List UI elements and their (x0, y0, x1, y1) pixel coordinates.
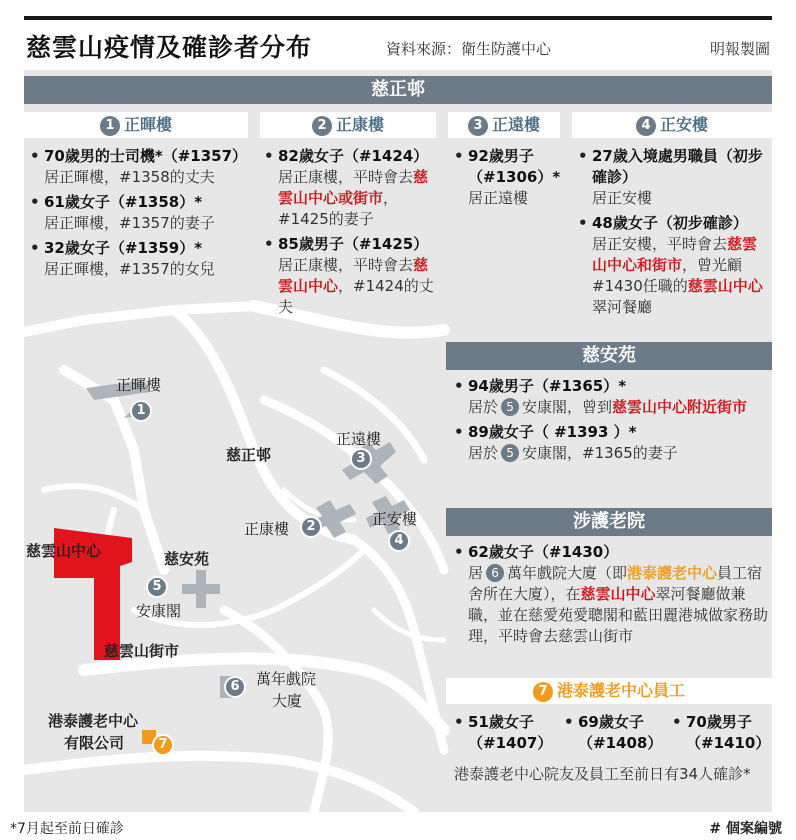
case-who: • 48歲女子（初步確診） (592, 214, 748, 232)
map-label-mannin-b: 大廈 (272, 692, 303, 710)
case-item (576, 146, 770, 209)
case-item (562, 712, 670, 754)
infographic-panel (24, 70, 772, 812)
cases-chionon (452, 376, 770, 468)
map-label-chingfai: 正暉樓 (116, 376, 162, 394)
case-item (28, 146, 250, 188)
case-desc: 居正康樓，平時會去慈雲山中心或街市，#1425的妻子 (278, 168, 429, 228)
map-label-chingon: 正安樓 (372, 510, 418, 528)
case-item (452, 542, 770, 647)
subhead-chingyuen (448, 112, 560, 138)
subhead-chingfai (24, 112, 248, 138)
case-who: • 85歲男子（#1425） (278, 235, 429, 253)
case-item (452, 146, 564, 209)
case-who: • 27歲入境處男職員（初步確診） (592, 147, 763, 186)
map-label-kongtai-a: 港泰護老中心 (48, 712, 139, 730)
case-item (262, 146, 440, 230)
subhead-label: 正暉樓 (123, 115, 172, 134)
case-who: • 92歲男子（#1306）* (468, 147, 561, 186)
map-marker-5: 5 (146, 576, 168, 598)
section-bar-chionon: 慈安苑 (446, 342, 772, 370)
case-who: • 94歲男子（#1365）* (468, 377, 627, 395)
cases-chingyuen (452, 146, 564, 213)
num-badge-1: 1 (100, 116, 120, 136)
map-marker-4: 4 (388, 530, 410, 552)
case-who: • 51歲女子 (468, 713, 534, 731)
num-badge-2: 2 (312, 116, 332, 136)
num-badge-3: 3 (468, 116, 488, 136)
graphic-credit: 明報製圖 (709, 40, 770, 58)
map-label-chingjing: 慈正邨 (226, 446, 272, 464)
case-elderly (452, 542, 770, 651)
case-desc: 居正遠樓 (468, 189, 529, 207)
case-desc: 居正康樓，平時會去慈雲山中心，#1424的丈夫 (278, 256, 434, 316)
map-marker-2: 2 (300, 516, 322, 538)
case-who: • 69歲女子 (578, 713, 644, 731)
num-badge-7: 7 (533, 682, 553, 702)
inline-marker-5: 5 (501, 398, 519, 416)
case-who: • 82歲女子（#1424） (278, 147, 429, 165)
case-item (452, 712, 562, 754)
staff-case-2 (562, 712, 670, 758)
case-who: • 89歲女子（ #1393 ）* (468, 423, 637, 441)
case-item (28, 238, 250, 280)
map-marker-7: 7 (152, 734, 174, 756)
case-item (670, 712, 772, 754)
map-marker-3: 3 (350, 448, 372, 470)
map-label-centre: 慈雲山中心 (26, 542, 102, 560)
case-desc: 居於 5 安康閣，#1365的妻子 (468, 444, 678, 462)
subhead-chinghong (260, 112, 436, 138)
case-desc: 居 6 萬年戲院大廈（即港泰護老中心員工宿舍所在大廈），在慈雲山中心翠河餐廳做兼職，並在慈愛苑愛聰閣和藍田麗港城做家務助理，平時會去慈雲山街市 (468, 564, 769, 645)
section-bar-elderly: 涉護老院 (446, 508, 772, 536)
map-label-chinghong: 正康樓 (244, 520, 290, 538)
top-rule (24, 16, 772, 20)
case-item (28, 192, 250, 234)
case-desc: 居正安樓 (592, 189, 653, 207)
case-item (452, 376, 770, 418)
case-desc: 居正暉樓，#1358的丈夫 (44, 168, 215, 186)
case-item (262, 234, 440, 318)
subhead-label: 港泰護老中心員工 (556, 681, 685, 700)
map-label-kongtai-b: 有限公司 (64, 734, 125, 752)
kongtai-note: 港泰護老中心院友及員工至前日有34人確診* (454, 765, 751, 783)
case-id: （#1408） (578, 734, 663, 752)
case-item (576, 213, 770, 318)
footnote: *7月起至前日確診 (10, 821, 124, 837)
case-who: • 70歲男的士司機*（#1357） (44, 147, 248, 165)
subhead-label: 正遠樓 (491, 115, 540, 134)
subhead-label: 正康樓 (335, 115, 384, 134)
map-marker-1: 1 (130, 400, 152, 422)
staff-case-3 (670, 712, 772, 758)
map-label-mannin-a: 萬年戲院 (256, 670, 317, 688)
case-id: （#1410） (686, 734, 771, 752)
subhead-label: 正安樓 (659, 115, 708, 134)
cases-chinghong (262, 146, 440, 322)
cases-chingon (576, 146, 770, 322)
case-who: • 32歲女子（#1359）* (44, 239, 203, 257)
map-label-chingyuen: 正遠樓 (336, 430, 382, 448)
subhead-chingon (572, 112, 772, 138)
inline-marker-6: 6 (486, 564, 504, 582)
case-who: • 70歲男子 (686, 713, 752, 731)
case-id: （#1407） (468, 734, 553, 752)
case-desc: 居正暉樓，#1357的妻子 (44, 214, 215, 232)
case-item (452, 422, 770, 464)
subhead-kongtai-staff (446, 678, 772, 704)
case-who: • 61歲女子（#1358）* (44, 193, 203, 211)
section-bar-chingjing: 慈正邨 (24, 76, 772, 104)
case-desc: 居正暉樓，#1357的女兒 (44, 260, 215, 278)
source-credit: 資料來源：衛生防護中心 (386, 40, 552, 58)
case-desc: 居於 5 安康閣，曾到慈雲山中心附近街市 (468, 398, 748, 416)
inline-marker-5: 5 (501, 444, 519, 462)
num-badge-4: 4 (636, 116, 656, 136)
case-who: • 62歲女子（#1430） (468, 543, 619, 561)
map-label-onhong: 安康閣 (136, 602, 182, 620)
map-label-market: 慈雲山街市 (104, 642, 180, 660)
page-title: 慈雲山疫情及確診者分布 (26, 33, 313, 62)
map-marker-6: 6 (224, 676, 246, 698)
map-label-chionon: 慈安苑 (164, 550, 210, 568)
cases-chingfai (28, 146, 250, 284)
case-desc: 居正安樓，平時會去慈雲山中心和街市，曾光顧#1430任職的慈雲山中心翠河餐廳 (592, 235, 763, 316)
staff-case-1 (452, 712, 562, 758)
case-number-legend: # 個案編號 (709, 821, 782, 837)
